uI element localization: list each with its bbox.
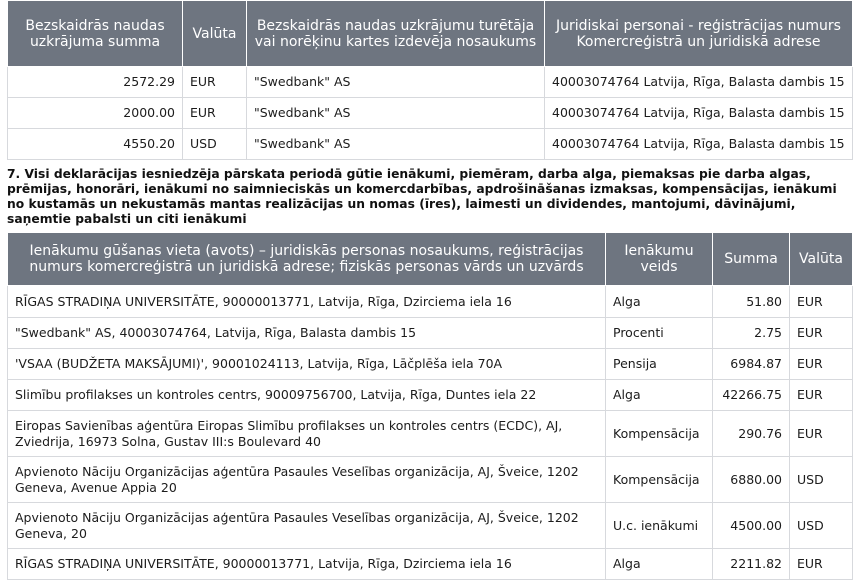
table-row xyxy=(8,411,853,457)
savings-registration-cell: 40003074764 Latvija, Rīga, Balasta dambis 15 xyxy=(545,129,853,160)
income-source-cell: "Swedbank" AS, 40003074764, Latvija, Rīga, Balasta dambis 15 xyxy=(8,318,606,349)
income-header-source: Ienākumu gūšanas vieta (avots) – juridiskās personas nosaukums, reģistrācijas numurs komercreģistrā un juridiskā adrese; fiziskās personas vārds un uzvārds xyxy=(8,233,606,286)
income-currency-cell: EUR xyxy=(790,411,853,457)
savings-table xyxy=(7,0,853,160)
section-7-title: 7. Visi deklarācijas iesniedzēja pārskata periodā gūtie ienākumi, piemēram, darba alga, piemaksas pie darba algas, prēmijas, honorāri, ienākumi no saimnieciskās un komercdarbības, apdrošināšanas izmaksas, kompensācijas, ienākumi no kustamās un nekustamās mantas realizācijas un nomas (īres), laimesti un dividendes, mantojumi, dāvinājumi, saņemtie pabalsti un citi ienākumi xyxy=(7,167,837,226)
income-type-cell: Kompensācija xyxy=(606,411,713,457)
income-table xyxy=(7,232,853,580)
table-row xyxy=(8,549,853,580)
income-source-cell: Apvienoto Nāciju Organizācijas aģentūra Pasaules Veselības organizācija, AJ, Šveice, 1202 Geneva, 20 xyxy=(8,503,606,549)
income-source-cell: Apvienoto Nāciju Organizācijas aģentūra Pasaules Veselības organizācija, AJ, Šveice, 1202 Geneva, Avenue Appia 20 xyxy=(8,457,606,503)
income-currency-cell: EUR xyxy=(790,349,853,380)
savings-holder-cell: "Swedbank" AS xyxy=(247,98,545,129)
table-row xyxy=(8,129,853,160)
income-type-cell: Pensija xyxy=(606,349,713,380)
income-type-cell: Alga xyxy=(606,380,713,411)
table-row xyxy=(8,503,853,549)
income-header-amount: Summa xyxy=(713,233,790,286)
income-currency-cell: USD xyxy=(790,503,853,549)
income-header-row xyxy=(8,233,853,286)
table-row xyxy=(8,380,853,411)
income-amount-cell: 51.80 xyxy=(713,286,790,318)
savings-header-registration: Juridiskai personai - reģistrācijas numurs Komercreģistrā un juridiskā adrese xyxy=(545,1,853,67)
income-currency-cell: EUR xyxy=(790,318,853,349)
income-amount-cell: 42266.75 xyxy=(713,380,790,411)
savings-currency-cell: USD xyxy=(183,129,247,160)
income-amount-cell: 6880.00 xyxy=(713,457,790,503)
savings-header-amount: Bezskaidrās naudas uzkrājuma summa xyxy=(8,1,183,67)
table-row xyxy=(8,457,853,503)
income-source-cell: Eiropas Savienības aģentūra Eiropas Slimību profilakses un kontroles centrs (ECDC), AJ, Zviedrija, 16973 Solna, Gustav III:s Boulevard 40 xyxy=(8,411,606,457)
income-type-cell: Alga xyxy=(606,549,713,580)
income-type-cell: Kompensācija xyxy=(606,457,713,503)
savings-header-holder: Bezskaidrās naudas uzkrājumu turētāja vai norēķinu kartes izdevēja nosaukums xyxy=(247,1,545,67)
table-row xyxy=(8,286,853,318)
income-source-cell: 'VSAA (BUDŽETA MAKSĀJUMI)', 90001024113, Latvija, Rīga, Lāčplēša iela 70A xyxy=(8,349,606,380)
table-row xyxy=(8,349,853,380)
savings-amount-cell: 4550.20 xyxy=(8,129,183,160)
income-type-cell: Procenti xyxy=(606,318,713,349)
income-type-cell: U.c. ienākumi xyxy=(606,503,713,549)
savings-holder-cell: "Swedbank" AS xyxy=(247,129,545,160)
savings-amount-cell: 2572.29 xyxy=(8,67,183,98)
savings-currency-cell: EUR xyxy=(183,98,247,129)
income-source-cell: RĪGAS STRADIŅA UNIVERSITĀTE, 90000013771, Latvija, Rīga, Dzirciema iela 16 xyxy=(8,549,606,580)
income-currency-cell: EUR xyxy=(790,286,853,318)
savings-holder-cell: "Swedbank" AS xyxy=(247,67,545,98)
income-type-cell: Alga xyxy=(606,286,713,318)
income-header-currency: Valūta xyxy=(790,233,853,286)
income-source-cell: Slimību profilakses un kontroles centrs, 90009756700, Latvija, Rīga, Duntes iela 22 xyxy=(8,380,606,411)
savings-amount-cell: 2000.00 xyxy=(8,98,183,129)
savings-registration-cell: 40003074764 Latvija, Rīga, Balasta dambis 15 xyxy=(545,98,853,129)
income-currency-cell: EUR xyxy=(790,549,853,580)
income-header-type: Ienākumu veids xyxy=(606,233,713,286)
income-amount-cell: 6984.87 xyxy=(713,349,790,380)
savings-registration-cell: 40003074764 Latvija, Rīga, Balasta dambis 15 xyxy=(545,67,853,98)
income-currency-cell: USD xyxy=(790,457,853,503)
income-source-cell: RĪGAS STRADIŅA UNIVERSITĀTE, 90000013771, Latvija, Rīga, Dzirciema iela 16 xyxy=(8,286,606,318)
table-row xyxy=(8,318,853,349)
income-amount-cell: 2211.82 xyxy=(713,549,790,580)
income-amount-cell: 4500.00 xyxy=(713,503,790,549)
income-currency-cell: EUR xyxy=(790,380,853,411)
savings-header-currency: Valūta xyxy=(183,1,247,67)
income-amount-cell: 2.75 xyxy=(713,318,790,349)
income-amount-cell: 290.76 xyxy=(713,411,790,457)
savings-header-row xyxy=(8,1,853,67)
table-row xyxy=(8,98,853,129)
table-row xyxy=(8,67,853,98)
savings-currency-cell: EUR xyxy=(183,67,247,98)
